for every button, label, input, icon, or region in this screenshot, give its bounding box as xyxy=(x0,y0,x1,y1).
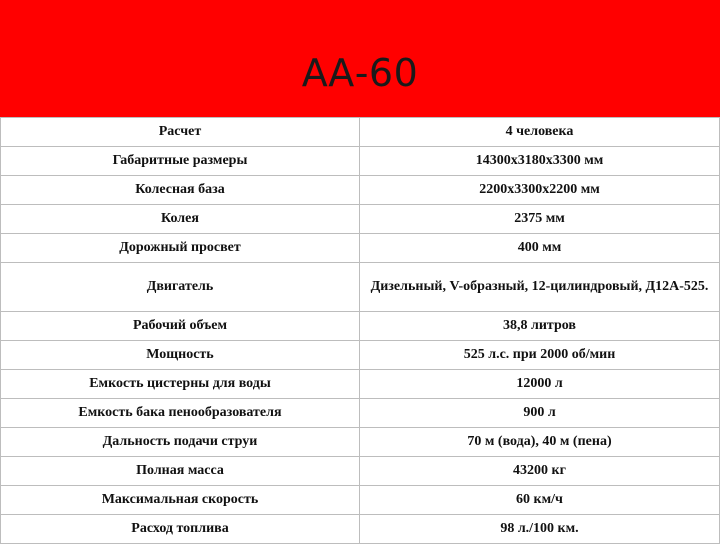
table-row xyxy=(1,234,720,263)
spec-value: 4 человека xyxy=(360,118,720,147)
spec-label: Мощность xyxy=(1,341,360,370)
spec-label: Расчет xyxy=(1,118,360,147)
spec-label: Габаритные размеры xyxy=(1,147,360,176)
spec-value: 12000 л xyxy=(360,370,720,399)
spec-label: Полная масса xyxy=(1,457,360,486)
table-row xyxy=(1,370,720,399)
spec-value: 525 л.с. при 2000 об/мин xyxy=(360,341,720,370)
page-title: АА-60 xyxy=(301,50,419,95)
spec-value: 70 м (вода), 40 м (пена) xyxy=(360,428,720,457)
spec-label: Емкость бака пенообразователя xyxy=(1,399,360,428)
table-row xyxy=(1,147,720,176)
spec-label: Дальность подачи струи xyxy=(1,428,360,457)
spec-label: Двигатель xyxy=(1,263,360,312)
specs-table xyxy=(0,117,720,544)
spec-value: 2200x3300x2200 мм xyxy=(360,176,720,205)
table-row xyxy=(1,428,720,457)
table-row xyxy=(1,486,720,515)
spec-value: 98 л./100 км. xyxy=(360,515,720,544)
spec-label: Рабочий объем xyxy=(1,312,360,341)
table-row xyxy=(1,263,720,312)
spec-label: Емкость цистерны для воды xyxy=(1,370,360,399)
spec-label: Расход топлива xyxy=(1,515,360,544)
table-row xyxy=(1,399,720,428)
spec-value: 2375 мм xyxy=(360,205,720,234)
spec-value: Дизельный, V-образный, 12-цилиндровый, Д12А-525. xyxy=(360,263,720,312)
spec-label: Колесная база xyxy=(1,176,360,205)
spec-value: 400 мм xyxy=(360,234,720,263)
title-banner xyxy=(0,0,720,117)
spec-value: 43200 кг xyxy=(360,457,720,486)
spec-label: Колея xyxy=(1,205,360,234)
table-row xyxy=(1,515,720,544)
table-row xyxy=(1,312,720,341)
spec-value: 14300x3180x3300 мм xyxy=(360,147,720,176)
spec-value: 900 л xyxy=(360,399,720,428)
spec-value: 38,8 литров xyxy=(360,312,720,341)
table-row xyxy=(1,176,720,205)
table-row xyxy=(1,205,720,234)
table-row xyxy=(1,341,720,370)
table-row xyxy=(1,118,720,147)
spec-label: Максимальная скорость xyxy=(1,486,360,515)
spec-label: Дорожный просвет xyxy=(1,234,360,263)
spec-value: 60 км/ч xyxy=(360,486,720,515)
table-row xyxy=(1,457,720,486)
